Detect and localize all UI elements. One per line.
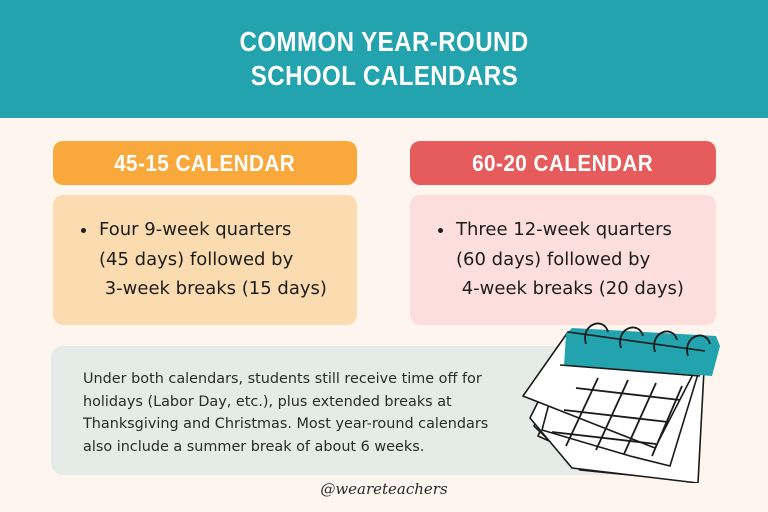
- title-line-1: COMMON YEAR-ROUND: [239, 26, 529, 57]
- calendar-45-15-card: [53, 195, 357, 325]
- watermark: @weareteachers: [320, 480, 448, 498]
- note-box: Under both calendars, students still receive time off for holidays (Labor Day, etc.), plus extended breaks at Thanksgiving and Christmas. Most year-round calendars also include a summer break of about 6 weeks.: [51, 346, 691, 475]
- bullet-icon: [81, 228, 86, 233]
- calendar-60-20-title: 60-20 CALENDAR: [472, 149, 654, 176]
- header-banner: [0, 0, 768, 118]
- bullet-text: Four 9-week quarters (45 days) followed by 3-week breaks (15 days): [99, 219, 327, 299]
- calendar-60-20-heading: [410, 141, 716, 185]
- bullet-item: [438, 215, 706, 304]
- calendar-45-15-heading: [53, 141, 357, 185]
- calendar-icon: [520, 318, 735, 483]
- title-line-2: SCHOOL CALENDARS: [250, 60, 518, 91]
- bullet-text: Three 12-week quarters (60 days) followed by 4-week breaks (20 days): [456, 219, 684, 299]
- bullet-item: [81, 215, 347, 304]
- calendar-60-20-card: [410, 195, 716, 325]
- calendar-45-15-title: 45-15 CALENDAR: [114, 149, 296, 176]
- bullet-icon: [438, 228, 443, 233]
